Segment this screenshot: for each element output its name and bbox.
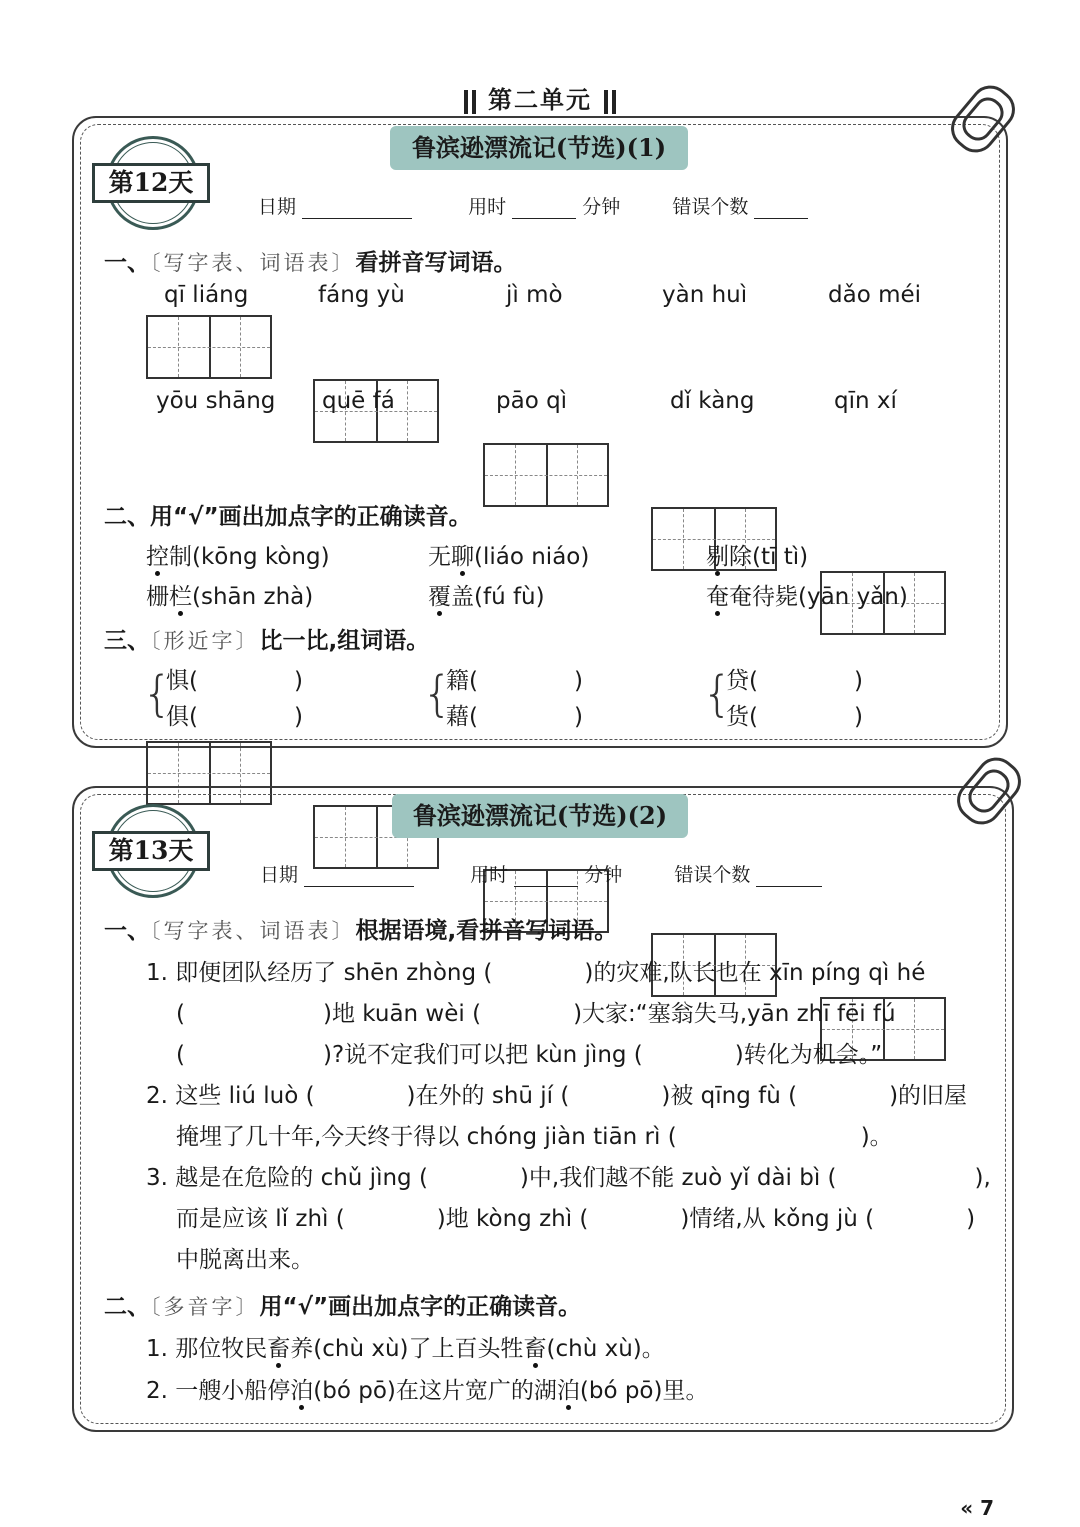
section-2-heading: 二、〔多音字〕用“√”画出加点字的正确读音。 [104,1294,582,1320]
pinyin: qī liáng [164,282,249,308]
reading-item: 覆盖(fú fù) [428,584,545,610]
section-3-heading: 三、〔形近字〕比一比,组词语。 [104,628,430,654]
day-badge [92,804,210,898]
errors-field[interactable] [754,218,808,219]
pinyin: pāo qì [496,388,568,414]
day-badge-label: 第12天 [92,163,210,203]
compare-item: 货( ) [726,704,863,730]
brace-icon: { [142,666,173,722]
exercise-line: 3. 越是在危险的 chǔ jìng ( )中,我们越不能 zuò yǐ dài bì ( ), [146,1165,991,1191]
page-number: « 7 [960,1496,994,1520]
exercise-line: 中脱离出来。 [176,1247,314,1273]
exercise-line: 1. 即便团队经历了 shēn zhòng ( )的灾难,队长也在 xīn píng qì hé [146,960,926,986]
minutes-label: 分钟 [582,196,621,218]
errors-field[interactable] [756,886,822,887]
unit-title [0,80,1080,115]
minutes-label: 分钟 [584,864,623,886]
reading-item: 无聊(liáo niáo) [428,544,590,570]
time-label: 用时 [470,864,509,886]
compare-item: 惧( ) [166,668,303,694]
brace-icon: { [422,666,453,722]
lesson-title: 鲁滨逊漂流记(节选)(1) [390,126,688,170]
brace-icon: { [702,666,733,722]
polyphone-item: 2. 一艘小船停泊(bó pō)在这片宽广的湖泊(bó pō)里。 [146,1378,709,1404]
time-label: 用时 [468,196,507,218]
compare-item: 藉( ) [446,704,583,730]
compare-item: 贷( ) [726,668,863,694]
pinyin: yàn huì [662,282,748,308]
section-1-heading: 一、〔写字表、词语表〕根据语境,看拼音写词语。 [104,918,618,944]
exercise-line: 掩埋了几十年,今天终于得以 chóng jiàn tiān rì ( )。 [176,1124,893,1150]
section-2-heading: 二、用“√”画出加点字的正确读音。 [104,504,472,530]
reading-item: 栅栏(shān zhà) [146,584,314,610]
unit-title-text: 第二单元 [488,85,592,114]
day-badge-label: 第13天 [92,831,210,871]
compare-item: 俱( ) [166,704,303,730]
pinyin: fáng yù [318,282,405,308]
writing-grid[interactable] [146,315,272,379]
date-field[interactable] [302,218,412,219]
meta-row [260,860,840,887]
pinyin: quē fá [322,388,395,414]
day-badge [92,136,210,230]
pinyin: qīn xí [834,388,897,414]
pinyin: dǐ kàng [670,388,755,414]
errors-label: 错误个数 [674,864,751,886]
reading-item: 控制(kōng kòng) [146,544,330,570]
section-1-heading: 一、〔写字表、词语表〕看拼音写词语。 [104,250,517,276]
exercise-line: 2. 这些 liú luò ( )在外的 shū jí ( )被 qīng fù ( )的旧屋 [146,1083,968,1109]
lesson-title: 鲁滨逊漂流记(节选)(2) [392,794,688,838]
reading-item: 剔除(tī tì) [706,544,809,570]
date-label: 日期 [258,196,297,218]
meta-row [258,192,818,219]
pinyin: yōu shāng [156,388,276,414]
pinyin: dǎo méi [828,282,922,308]
time-field[interactable] [514,886,578,887]
polyphone-item: 1. 那位牧民畜养(chù xù)了上百头牲畜(chù xù)。 [146,1336,665,1362]
writing-grid[interactable] [483,443,609,507]
exercise-line: 而是应该 lǐ zhì ( )地 kòng zhì ( )情绪,从 kǒng jù ( ) [176,1206,976,1232]
date-field[interactable] [304,886,414,887]
compare-item: 籍( ) [446,668,583,694]
page-arrow-icon: « [960,1496,974,1520]
pinyin: jì mò [506,282,563,308]
reading-item: 奄奄待毙(yān yǎn) [706,584,908,610]
errors-label: 错误个数 [672,196,749,218]
date-label: 日期 [260,864,299,886]
time-field[interactable] [512,218,576,219]
exercise-line: ( )地 kuān wèi ( )大家:“塞翁失马,yān zhī fēi fú [176,1001,896,1027]
exercise-line: ( )?说不定我们可以把 kùn jìng ( )转化为机会。” [176,1042,883,1068]
